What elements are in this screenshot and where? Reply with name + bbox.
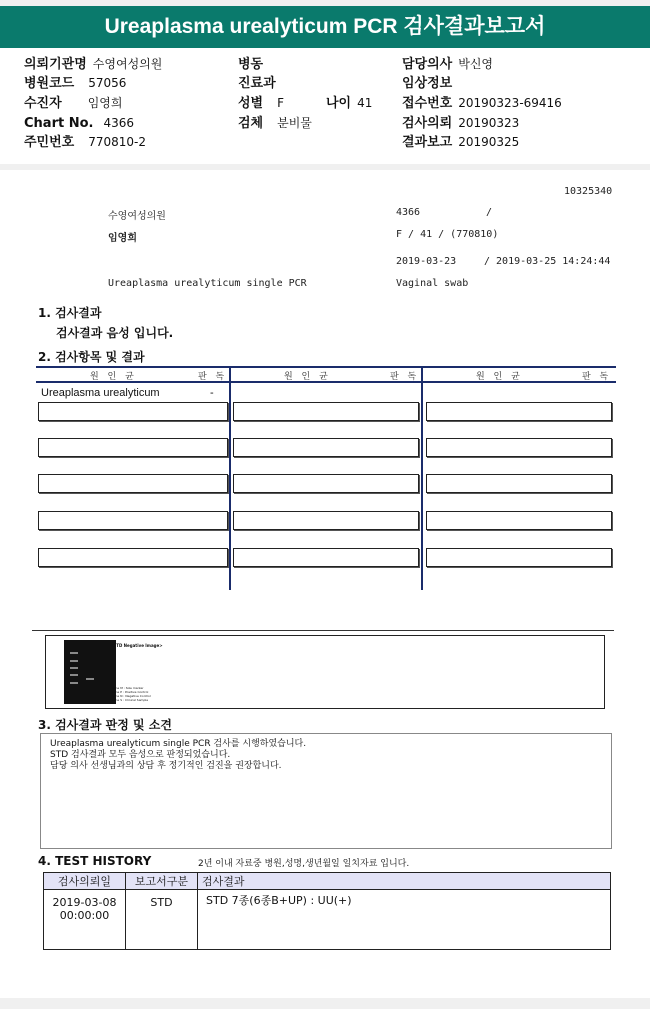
header-clinical-info: 임상정보 bbox=[402, 76, 453, 91]
header-request-date: 검사의뢰 20190323 bbox=[402, 116, 520, 131]
col-judgment-2: 판 독 bbox=[390, 372, 420, 382]
result-box bbox=[426, 402, 612, 421]
print-chart: 4366 bbox=[396, 207, 421, 218]
history-result-cell: STD 7종(6종B+UP) : UU(+) bbox=[198, 890, 611, 950]
header-resident-no: 주민번호 770810-2 bbox=[24, 135, 147, 150]
opinion-line: Ureaplasma urealyticum single PCR 검사를 시행하였습니다. bbox=[50, 739, 307, 749]
print-slash: / bbox=[486, 207, 493, 218]
header-age: 나이 41 bbox=[326, 96, 373, 111]
col-pathogen-1: 원 인 균 bbox=[90, 372, 137, 382]
opinion-box bbox=[40, 733, 612, 849]
section3-heading: 3. 검사결과 판정 및 소견 bbox=[38, 718, 172, 732]
print-hospital: 수영여성의원 bbox=[108, 211, 166, 222]
gel-band bbox=[70, 660, 78, 662]
section1-heading: 1. 검사결과 bbox=[38, 306, 102, 320]
print-id-number: 10325340 bbox=[564, 186, 613, 197]
gel-image bbox=[64, 640, 116, 704]
header-ward: 병동 bbox=[238, 57, 264, 72]
header-report-date: 결과보고 20190325 bbox=[402, 135, 520, 150]
result-box bbox=[426, 438, 612, 457]
result-box bbox=[38, 511, 228, 530]
gel-band bbox=[70, 674, 78, 676]
header-hospital-code: 병원코드 57056 bbox=[24, 76, 127, 91]
col-pathogen-2: 원 인 균 bbox=[284, 372, 331, 382]
result-box bbox=[233, 548, 419, 567]
report-header bbox=[0, 48, 650, 164]
history-header-row bbox=[44, 873, 611, 890]
result-box bbox=[233, 511, 419, 530]
result-box bbox=[38, 402, 228, 421]
section-divider bbox=[32, 630, 614, 631]
result-box bbox=[38, 438, 228, 457]
table-top-rule bbox=[36, 366, 616, 368]
gel-band bbox=[86, 678, 94, 680]
result-box bbox=[233, 438, 419, 457]
col-judgment-1: 판 독 bbox=[198, 372, 228, 382]
section4-heading: 4. TEST HISTORY bbox=[38, 854, 152, 868]
report-page bbox=[0, 170, 650, 998]
table-divider-1 bbox=[229, 366, 231, 590]
result-box bbox=[426, 511, 612, 530]
result-box bbox=[426, 548, 612, 567]
table-row bbox=[44, 890, 611, 950]
history-table bbox=[43, 872, 611, 950]
opinion-line: STD 검사결과 모두 음성으로 판정되었습니다. bbox=[50, 750, 231, 760]
col-pathogen-3: 원 인 균 bbox=[476, 372, 523, 382]
result-box bbox=[38, 474, 228, 493]
result-item-name: Ureaplasma urealyticum bbox=[41, 387, 160, 399]
header-department: 진료과 bbox=[238, 76, 276, 91]
gel-panel bbox=[45, 635, 605, 709]
header-sex: 성별 F bbox=[238, 96, 285, 111]
opinion-line: 담당 의사 선생님과의 상담 후 정기적인 검진을 권장합니다. bbox=[50, 761, 282, 771]
header-institution: 의뢰기관명 수영여성의원 bbox=[24, 57, 163, 72]
history-col-date: 검사의뢰일 bbox=[44, 873, 126, 890]
section1-result: 검사결과 음성 입니다. bbox=[56, 326, 174, 340]
table-divider-2 bbox=[421, 366, 423, 590]
col-judgment-3: 판 독 bbox=[582, 372, 612, 382]
result-box bbox=[426, 474, 612, 493]
header-chart-no: Chart No. 4366 bbox=[24, 116, 135, 131]
history-col-result: 검사결과 bbox=[198, 873, 611, 890]
header-patient: 수진자 임영희 bbox=[24, 96, 123, 111]
result-box bbox=[233, 474, 419, 493]
gel-title: <STD Negative Image> bbox=[110, 643, 163, 648]
history-col-type: 보고서구분 bbox=[126, 873, 198, 890]
gel-band bbox=[70, 682, 78, 684]
header-doctor: 담당의사 박신영 bbox=[402, 57, 494, 72]
history-type-cell: STD bbox=[126, 890, 198, 950]
print-specimen: Vaginal swab bbox=[396, 278, 469, 289]
result-box bbox=[233, 402, 419, 421]
result-box bbox=[38, 548, 228, 567]
print-patient: 임영희 bbox=[108, 233, 137, 244]
print-date-report: / 2019-03-25 14:24:44 bbox=[484, 256, 611, 267]
print-sex-age: F / 41 / (770810) bbox=[396, 229, 499, 240]
header-specimen: 검체 분비물 bbox=[238, 116, 312, 131]
history-note: 2년 이내 자료중 병원,성명,생년월일 일치자료 입니다. bbox=[198, 859, 410, 869]
print-date-received: 2019-03-23 bbox=[396, 256, 457, 267]
history-date-cell: 2019-03-08 00:00:00 bbox=[44, 890, 126, 950]
gel-legend: Lane M : Size marker Lane P : Positive Control Lane N : Negative Control Lane S : Clinical Sample bbox=[112, 686, 151, 702]
print-test-name: Ureaplasma urealyticum single PCR bbox=[108, 278, 307, 289]
section2-heading: 2. 검사항목 및 결과 bbox=[38, 350, 145, 364]
gel-band bbox=[70, 667, 78, 669]
result-item-judgment: - bbox=[210, 387, 214, 399]
header-accession-no: 접수번호 20190323-69416 bbox=[402, 96, 562, 111]
report-title: Ureaplasma urealyticum PCR 검사결과보고서 bbox=[0, 6, 650, 48]
gel-band bbox=[70, 652, 78, 654]
